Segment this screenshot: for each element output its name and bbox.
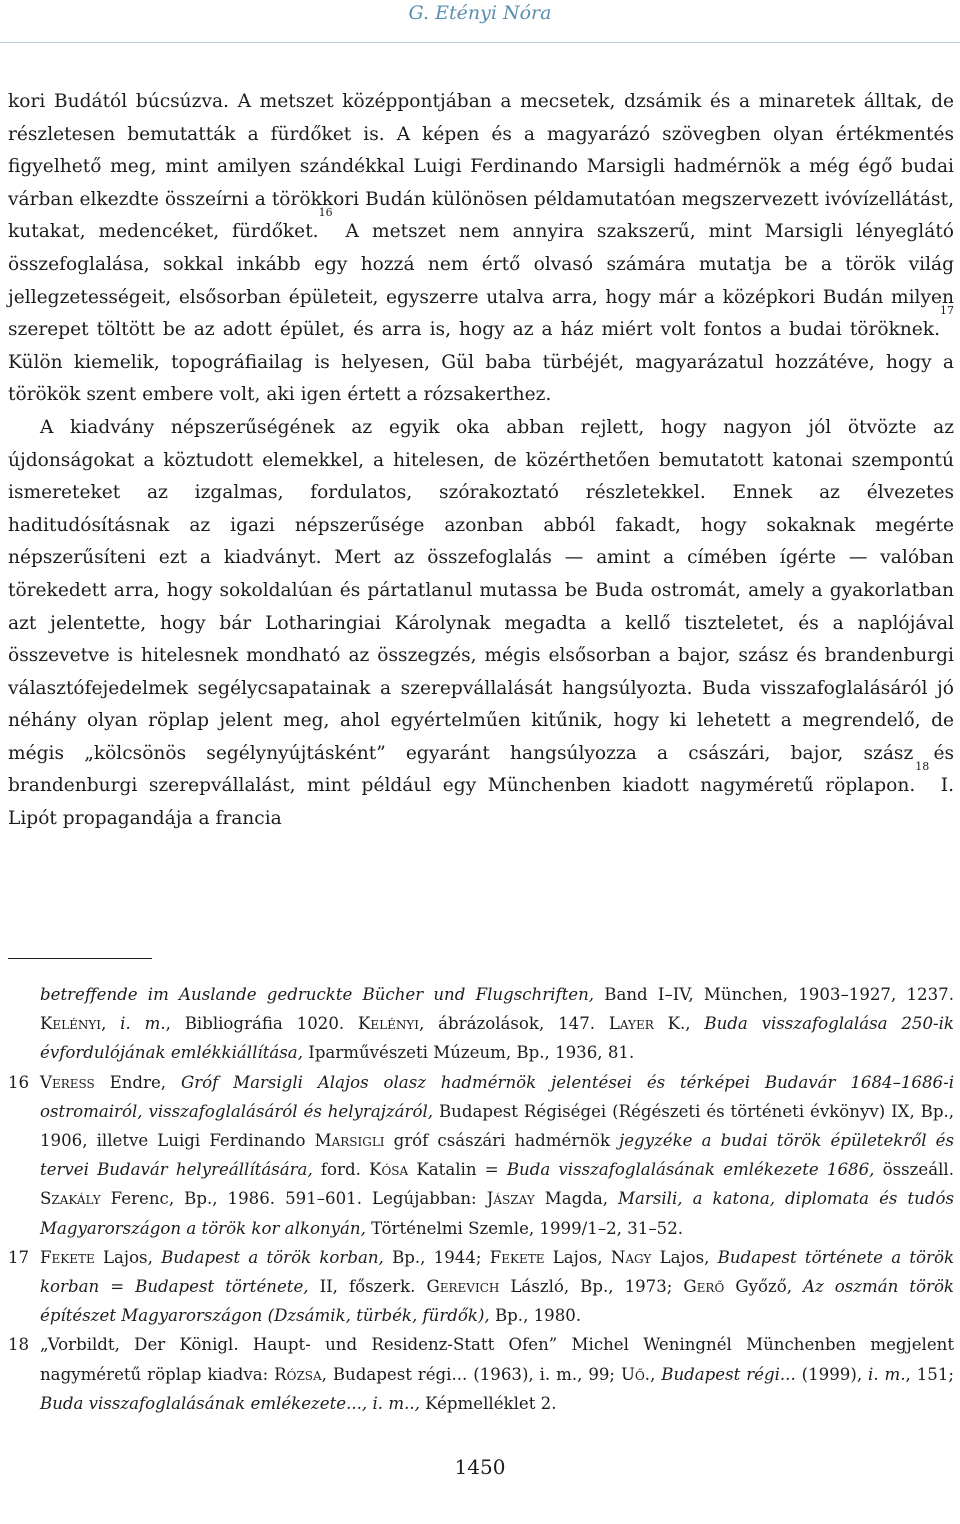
fn-text: Történelmi Szemle, 1999/1–2, 31–52.	[365, 1218, 684, 1238]
fn-author: Kelényi	[40, 1014, 102, 1034]
fn-author: Kósa	[369, 1160, 409, 1180]
fn-text: Iparművészeti Múzeum, Bp., 1936, 81.	[302, 1043, 635, 1063]
fn-text: Győző,	[724, 1277, 803, 1297]
fn-text: ,	[685, 1014, 705, 1034]
paragraph-text: kori Budától búcsúzva. A metszet középpontjában a mecsetek, dzsámik és a minaretek álltak, de részletesen bemutatták a fürdőket is. A képen és a magyarázó szövegben olyan értékmentés figyelhető meg, mint amilyen szándékkal Luigi Ferdinando Marsigli hadmérnök a még égő budai várban elkezdte összeírni a törökkori Budán különösen példamutatóan megszervezett ivóvízellátást, kutakat, medencéket, fürdőket.	[8, 91, 954, 243]
fn-text: , 151;	[905, 1364, 954, 1384]
paragraph-text: A metszet nem annyira szakszerű, mint Marsigli lényeglátó összefoglalása, sokkal inkább egy hozzá nem értő olvasó számára mutatja be a török világ jellegzetességeit, elsősorban épületeit, egyszerre utalva arra, hogy már a középkori Budán milyen szerepet töltött be az adott épület, és arra is, hogy az a ház miért volt fontos a budai töröknek.	[8, 221, 954, 341]
fn-text: , Bibliográfia 1020.	[165, 1014, 358, 1034]
fn-text: Képmelléklet 2.	[419, 1393, 557, 1413]
fn-title: Buda visszafoglalásának emlékezete 1686,	[506, 1160, 875, 1180]
footnote-continued	[8, 980, 954, 1068]
fn-text: „Vorbildt, Der Königl. Haupt- und Residenz-Statt Ofen” Michel Weningnél Münchenben megjelent nagyméretű röplap kiadva:	[40, 1335, 954, 1384]
fn-title: jegyzéke a budai török épületekről és tervei Budavár helyreállítására,	[40, 1131, 954, 1180]
fn-author: Kelényi	[357, 1014, 420, 1034]
footnote-ref-16[interactable]: 16	[318, 206, 333, 220]
fn-title: Budapest régi...	[661, 1364, 796, 1384]
fn-title: betreffende im Auslande gedruckte Bücher und Flugschriften,	[40, 985, 595, 1004]
fn-text: Katalin =	[408, 1160, 507, 1180]
paragraph-1	[8, 86, 954, 412]
header-divider	[0, 42, 960, 43]
fn-text: Bp., 1980.	[489, 1306, 582, 1326]
fn-title: i. m.	[868, 1364, 906, 1384]
fn-author: Fekete	[489, 1247, 545, 1267]
fn-author: Jászay	[486, 1189, 535, 1209]
fn-title: Budapest története a török korban = Budapest története,	[40, 1247, 955, 1297]
fn-text: Endre,	[94, 1072, 181, 1092]
fn-author: Gerevich	[426, 1277, 500, 1297]
footnote-divider	[8, 958, 152, 959]
running-header: G. Etényi Nóra	[408, 2, 552, 24]
fn-text: , ábrázolások, 147.	[419, 1014, 609, 1034]
fn-author: Nagy	[610, 1247, 652, 1267]
fn-title: Budapest a török korban,	[161, 1247, 384, 1267]
fn-title: i. m.	[120, 1014, 166, 1034]
footnote-18	[8, 1330, 954, 1418]
fn-text: II, főszerk.	[308, 1277, 427, 1297]
footnote-ref-18[interactable]: 18	[915, 760, 930, 774]
paragraph-text: I. Lipót propagandája a francia	[8, 775, 954, 830]
fn-text: ,	[101, 1014, 121, 1034]
fn-text: összeáll.	[874, 1160, 954, 1180]
fn-text: Bp., 1944;	[383, 1247, 490, 1267]
page-number: 1450	[454, 1455, 506, 1479]
fn-title: Buda visszafoglalásának emlékezete..., i. m..,	[40, 1393, 420, 1413]
fn-text: (1999),	[795, 1364, 869, 1384]
fn-author: Marsigli	[314, 1131, 385, 1151]
footnote-number: 18	[8, 1335, 30, 1355]
fn-text: Lajos,	[94, 1247, 162, 1267]
main-text	[8, 86, 954, 836]
fn-text: ford.	[312, 1160, 370, 1180]
footnote-ref-17[interactable]: 17	[940, 304, 954, 318]
footnote-16	[8, 1068, 954, 1243]
fn-text: , Budapest régi... (1963), i. m., 99;	[321, 1364, 621, 1384]
fn-text: Lajos,	[544, 1247, 611, 1267]
paragraph-text: Külön kiemelik, topográfiailag is helyesen, Gül baba türbéjét, magyarázatul hozzátéve, hogy a törökök szent embere volt, aki igen értett a rózsakerthez.	[8, 351, 954, 406]
fn-text: Magda,	[534, 1189, 619, 1209]
fn-text: ,	[650, 1364, 662, 1384]
fn-text: Band I–IV, München, 1903–1927, 1237.	[594, 985, 954, 1004]
footnotes	[8, 980, 954, 1418]
fn-text: gróf császári hadmérnök	[384, 1131, 620, 1151]
fn-title: Az oszmán török építészet Magyarországon (Dzsámik, türbék, fürdők),	[40, 1277, 954, 1326]
fn-text: László, Bp., 1973;	[499, 1277, 684, 1297]
fn-author: Layer K.	[608, 1014, 686, 1034]
fn-author: Szakály	[40, 1189, 101, 1209]
footnote-number: 17	[8, 1247, 30, 1267]
fn-author: Veress	[40, 1072, 95, 1092]
fn-author: Uő.	[620, 1364, 651, 1384]
fn-title: Gróf Marsigli Alajos olasz hadmérnök jelentései és térképei Budavár 1684–1686-i ostromairól, visszafoglalásáról és helyrajzáról,	[40, 1072, 955, 1121]
fn-title: Buda visszafoglalása 250-ik évfordulójának emlékkiállítása,	[40, 1014, 954, 1063]
paragraph-2	[8, 412, 954, 836]
fn-author: Fekete	[40, 1247, 95, 1267]
fn-text: Lajos,	[651, 1247, 718, 1267]
fn-text: Ferenc, Bp., 1986. 591–601. Legújabban:	[100, 1189, 487, 1209]
fn-author: Gerő	[683, 1277, 725, 1297]
footnote-number: 16	[8, 1072, 30, 1092]
fn-text: Budapest Régiségei (Régészeti és történeti évkönyv) IX, Bp., 1906, illetve Luigi Ferdinando	[40, 1101, 955, 1151]
footnote-17	[8, 1243, 954, 1331]
fn-author: Rózsa	[274, 1364, 322, 1384]
paragraph-text: A kiadvány népszerűségének az egyik oka abban rejlett, hogy nagyon jól ötvözte az újdonságokat a köztudott elemekkel, a hitelesen, de közérthetően bemutatott katonai szempontú ismereteket az izgalmas, fordulatos, szórakoztató részletekkel. Ennek az élvezetes haditudósításnak az igazi népszerűsége azonban abból fakadt, hogy sokaknak megérte népszerűsíteni ezt a kiadványt. Mert az összefoglalás — amint a címében ígérte — valóban törekedett arra, hogy sokoldalúan és pártatlanul mutassa be Buda ostromát, amely a gyakorlatban azt jelentette, hogy bár Lotharingiai Károlynak megadta a kellő tiszteletet, és a naplójával összevetve is hitelesnek mondható az összegzés, mégis elsősorban a bajor, szász és brandenburgi választófejedelmek segélycsapatainak a szerepvállalását hangsúlyozta. Buda visszafoglalásáról jó néhány olyan röplap jelent meg, ahol egyértelműen kitűnik, hogy ki lehetett a megrendelő, de mégis „kölcsönös segélynyújtásként” egyaránt hangsúlyozza a császári, bajor, szász és brandenburgi szerepvállalást, mint például egy Münchenben kiadott nagyméretű röplapon.	[8, 416, 954, 797]
fn-title: Marsili, a katona, diplomata és tudós Magyarországon a török kor alkonyán,	[40, 1189, 954, 1238]
